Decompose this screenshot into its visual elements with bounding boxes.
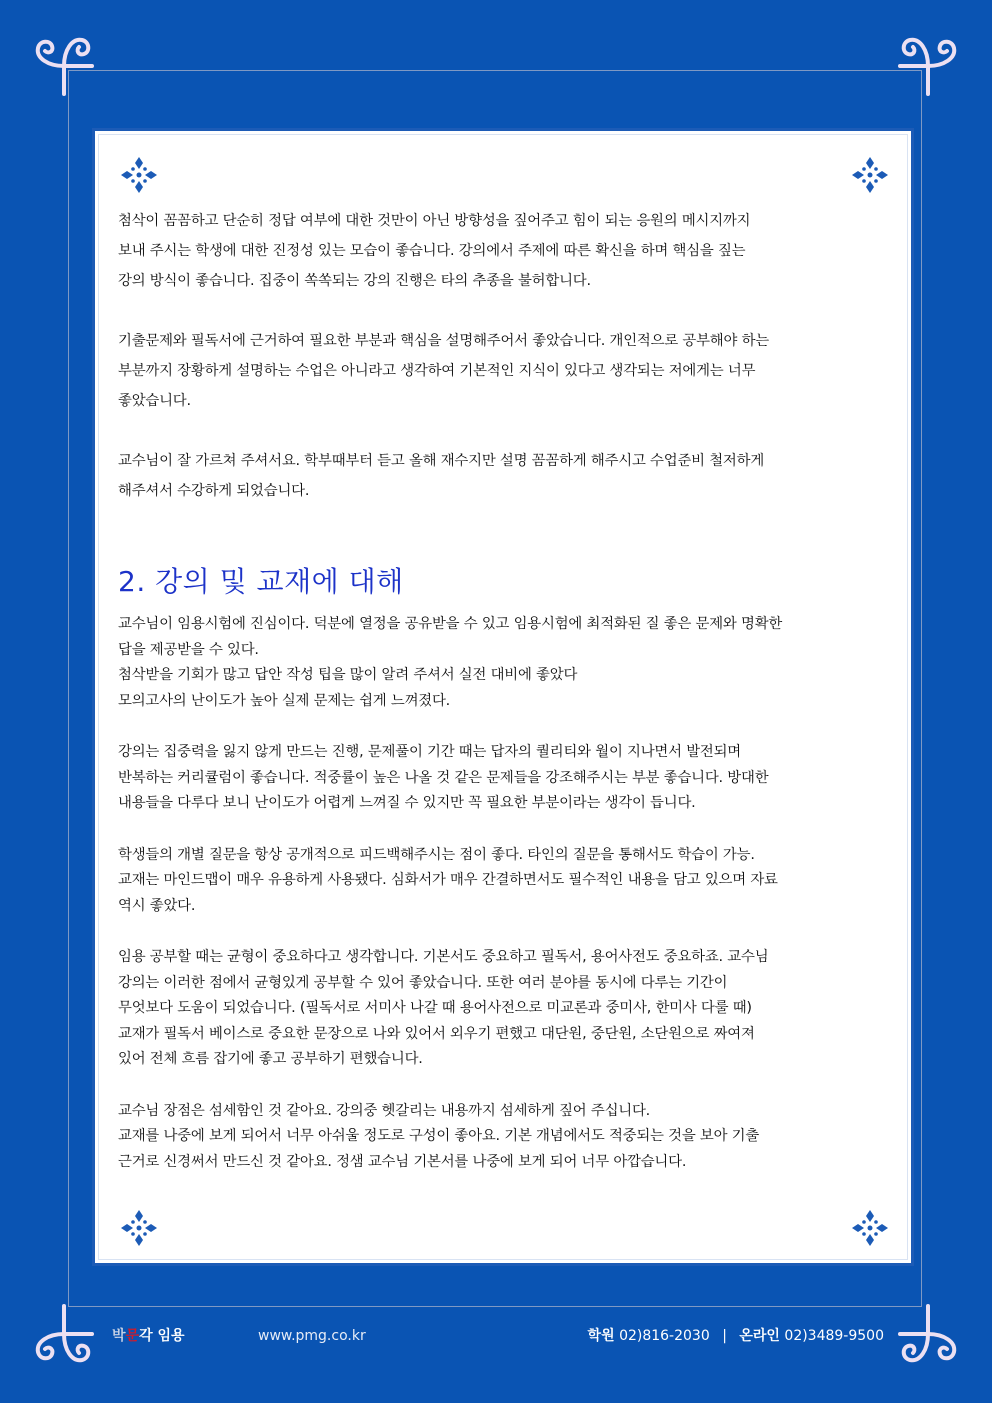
text-line: 반복하는 커리큘럼이 좋습니다. 적중률이 높은 나올 것 같은 문제들을 강조해주시는 부분 좋습니다. 방대한 — [118, 769, 769, 786]
text-line: 교수님이 잘 가르쳐 주셔서요. 학부때부터 듣고 올해 재수지만 설명 꼼꼼하게 해주시고 수업준비 철저하게 — [118, 453, 765, 469]
academy-label: 학원 — [587, 1328, 615, 1344]
corner-flourish-bottom-left — [28, 1300, 98, 1370]
text-line: 기출문제와 필독서에 근거하여 필요한 부분과 핵심을 설명해주어서 좋았습니다. 개인적으로 공부해야 하는 — [118, 333, 769, 349]
logo-mark: 문 — [125, 1328, 140, 1344]
academy-phone: 02)816-2030 — [619, 1328, 710, 1344]
text-line: 무엇보다 도움이 되었습니다. (필독서로 서미사 나갈 때 용어사전으로 미교론과 중미사, 한미사 다룰 때) — [118, 1000, 752, 1016]
text-line: 교재가 필독서 베이스로 중요한 문장으로 나와 있어서 외우기 편했고 대단원, 중단원, 소단원으로 짜여져 — [118, 1025, 755, 1042]
text-line: 강의는 집중력을 잃지 않게 만드는 진행, 문제풀이 기간 때는 답자의 퀄리티와 월이 지나면서 발전되며 — [118, 744, 741, 760]
website-link[interactable]: www.pmg.co.kr — [258, 1328, 366, 1344]
text-line: 답을 제공받을 수 있다. — [118, 641, 259, 658]
diamond-ornament-bottom-left — [119, 1208, 159, 1248]
text-line: 있어 전체 흐름 잡기에 좋고 공부하기 편했습니다. — [118, 1051, 423, 1067]
paragraph — [118, 945, 898, 1073]
paragraph — [118, 206, 898, 296]
paragraph — [118, 843, 898, 920]
diamond-ornament-top-right — [850, 155, 890, 195]
text-line: 근거로 신경써서 만드신 것 같아요. 정샘 교수님 기본서를 나중에 보게 되어 너무 아깝습니다. — [118, 1153, 687, 1170]
diamond-ornament-bottom-right — [850, 1208, 890, 1248]
paragraph — [118, 326, 898, 416]
text-line: 강의 방식이 좋습니다. 집중이 쏙쏙되는 강의 진행은 타의 추종을 불허합니다. — [118, 273, 591, 289]
text-line: 내용들을 다루다 보니 난이도가 어렵게 느껴질 수 있지만 꼭 필요한 부분이라는 생각이 듭니다. — [118, 795, 696, 811]
text-line: 모의고사의 난이도가 높아 실제 문제는 쉽게 느껴졌다. — [118, 692, 451, 709]
paragraph — [118, 1099, 898, 1176]
text-line: 좋았습니다. — [118, 393, 191, 409]
corner-flourish-top-right — [894, 30, 964, 100]
text-line: 첨삭이 꼼꼼하고 단순히 정답 여부에 대한 것만이 아닌 방향성을 짚어주고 힘이 되는 응원의 메시지까지 — [118, 213, 751, 229]
section-heading: 2. 강의 및 교재에 대해 — [118, 565, 404, 598]
text-line: 해주셔서 수강하게 되었습니다. — [118, 483, 310, 499]
logo-text: 박 — [112, 1328, 126, 1344]
paragraph — [118, 446, 898, 506]
text-line: 강의는 이러한 점에서 균형있게 공부할 수 있어 좋았습니다. 또한 여러 분야를 동시에 다루는 기간이 — [118, 974, 728, 991]
logo-text: 각 임용 — [139, 1328, 185, 1344]
online-phone: 02)3489-9500 — [784, 1328, 884, 1344]
online-label: 온라인 — [739, 1328, 780, 1344]
text-line: 임용 공부할 때는 균형이 중요하다고 생각합니다. 기본서도 중요하고 필독서, 용어사전도 중요하죠. 교수님 — [118, 949, 769, 965]
text-line: 부분까지 장황하게 설명하는 수업은 아니라고 생각하여 기본적인 지식이 있다고 생각되는 저에게는 너무 — [118, 363, 756, 379]
text-line: 첨삭받을 기회가 많고 답안 작성 팁을 많이 알려 주셔서 실전 대비에 좋았다 — [118, 667, 578, 683]
diamond-ornament-top-left — [119, 155, 159, 195]
paragraph — [118, 740, 898, 817]
text-line: 교재는 마인드맵이 매우 유용하게 사용됐다. 심화서가 매우 간결하면서도 필수적인 내용을 담고 있으며 자료 — [118, 872, 778, 888]
corner-flourish-top-left — [28, 30, 98, 100]
corner-flourish-bottom-right — [894, 1300, 964, 1370]
contact-info — [588, 1322, 884, 1350]
publisher-logo — [112, 1322, 185, 1350]
paragraph — [118, 612, 898, 714]
document-body — [118, 206, 898, 1175]
text-line: 교수님이 임용시험에 진심이다. 덕분에 열정을 공유받을 수 있고 임용시험에 최적화된 질 좋은 문제와 명확한 — [118, 616, 783, 632]
text-line: 역시 좋았다. — [118, 897, 196, 914]
separator: | — [722, 1328, 727, 1344]
text-line: 교수님 장점은 섬세함인 것 같아요. 강의중 헷갈리는 내용까지 섬세하게 짚어 주십니다. — [118, 1102, 651, 1119]
text-line: 보내 주시는 학생에 대한 진정성 있는 모습이 좋습니다. 강의에서 주제에 따른 확신을 하며 핵심을 짚는 — [118, 243, 746, 259]
text-line: 학생들의 개별 질문을 항상 공개적으로 피드백해주시는 점이 좋다. 타인의 질문을 통해서도 학습이 가능. — [118, 846, 755, 863]
text-line: 교재를 나중에 보게 되어서 너무 아쉬울 정도로 구성이 좋아요. 기본 개념에서도 적중되는 것을 보아 기출 — [118, 1128, 760, 1144]
